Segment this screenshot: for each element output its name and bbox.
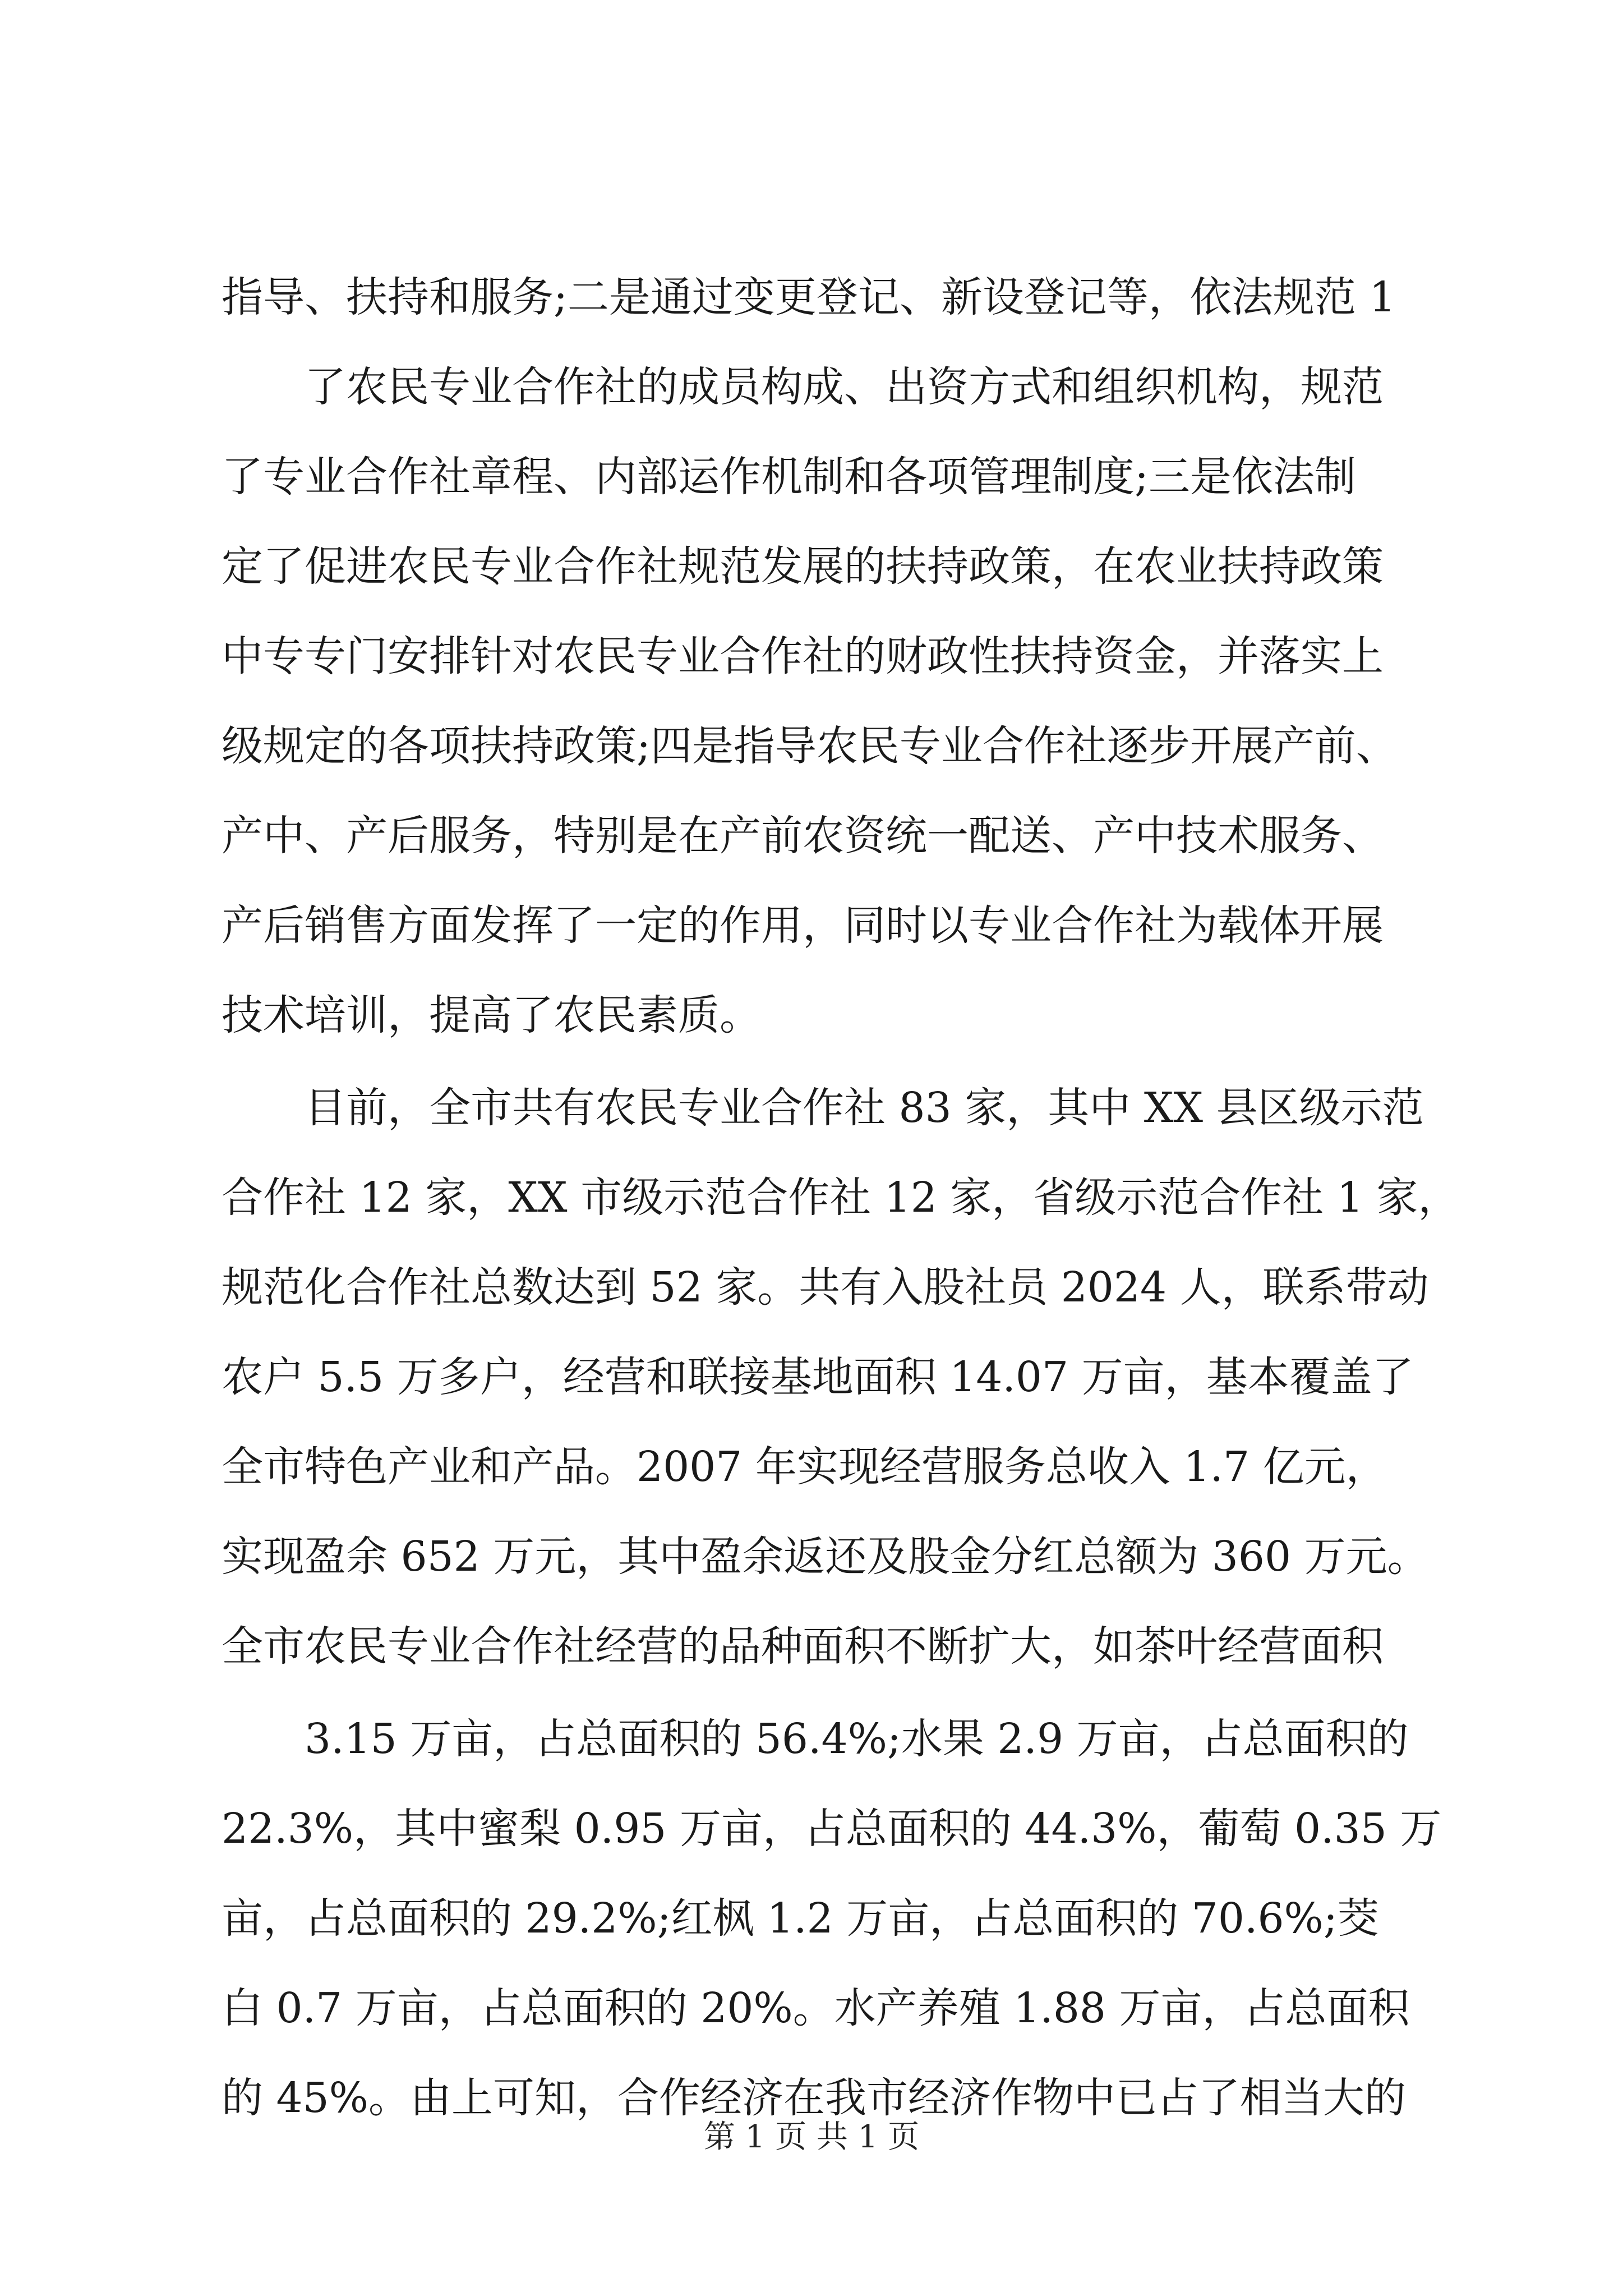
text-line: 指导、扶持和服务;二是通过变更登记、新设登记等，依法规范 1 (222, 273, 1396, 321)
text-line: 产后销售方面发挥了一定的作用，同时以专业合作社为载体开展 (222, 901, 1384, 950)
text-line: 规范化合作社总数达到 52 家。共有入股社员 2024 人，联系带动 (222, 1263, 1429, 1312)
text-line: 亩，占总面积的 29.2%;红枫 1.2 万亩，占总面积的 70.6%;茭 (222, 1894, 1379, 1943)
text-line: 农户 5.5 万多户，经营和联接基地面积 14.07 万亩，基本覆盖了 (222, 1353, 1414, 1401)
text-line: 级规定的各项扶持政策;四是指导农民专业合作社逐步开展产前、 (222, 722, 1398, 770)
text-line: 中专专门安排针对农民专业合作社的财政性扶持资金，并落实上 (222, 632, 1384, 680)
text-line: 3.15 万亩，占总面积的 56.4%;水果 2.9 万亩，占总面积的 (222, 1715, 1409, 1763)
text-line: 技术培训，提高了农民素质。 (222, 991, 761, 1039)
text-line: 全市农民专业合作社经营的品种面积不断扩大，如茶叶经营面积 (222, 1622, 1384, 1671)
text-line: 定了促进农民专业合作社规范发展的扶持政策，在农业扶持政策 (222, 542, 1384, 591)
page-footer: 第 1 页 共 1 页 (703, 2119, 920, 2155)
text-line: 全市特色产业和产品。2007 年实现经营服务总收入 1.7 亿元， (222, 1443, 1387, 1491)
text-line: 产中、产后服务，特别是在产前农资统一配送、产中技术服务、 (222, 812, 1384, 860)
text-line: 了专业合作社章程、内部运作机制和各项管理制度;三是依法制 (222, 453, 1356, 501)
text-line: 的 45%。由上可知，合作经济在我市经济作物中已占了相当大的 (222, 2074, 1406, 2122)
text-line: 实现盈余 652 万元，其中盈余返还及股金分红总额为 360 万元。 (222, 1533, 1429, 1581)
text-line: 合作社 12 家，XX 市级示范合作社 12 家，省级示范合作社 1 家， (222, 1174, 1460, 1222)
text-line: 了农民专业合作社的成员构成、出资方式和组织机构，规范 (222, 363, 1384, 411)
text-line: 22.3%，其中蜜梨 0.95 万亩，占总面积的 44.3%，葡萄 0.35 万 (222, 1805, 1442, 1853)
text-line: 目前，全市共有农民专业合作社 83 家，其中 XX 县区级示范 (222, 1084, 1424, 1132)
text-line: 白 0.7 万亩，占总面积的 20%。水产养殖 1.88 万亩，占总面积 (222, 1984, 1410, 2032)
